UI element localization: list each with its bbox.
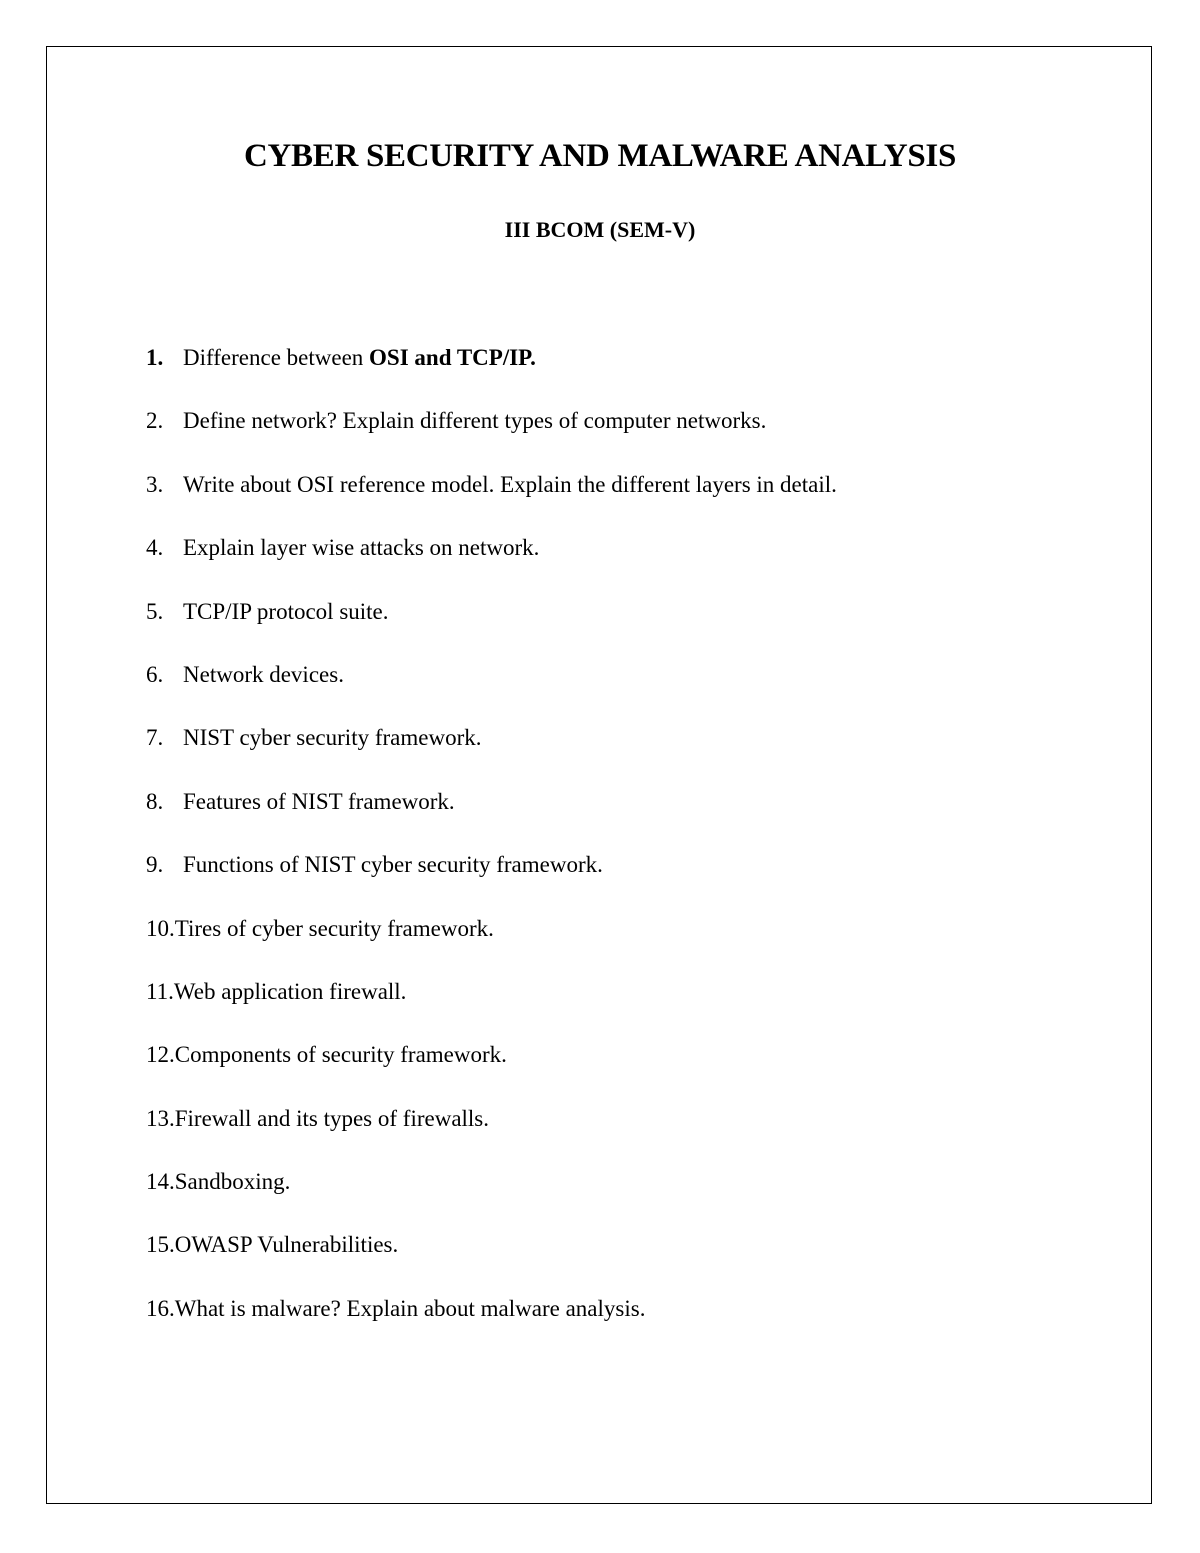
question-item [146, 911, 837, 974]
question-number: 16. [146, 1295, 175, 1321]
question-number: 2. [146, 408, 164, 434]
question-list [146, 340, 837, 1354]
question-text: Tires of cyber security framework. [174, 915, 494, 941]
question-number: 7. [146, 725, 164, 751]
question-text: Network devices. [183, 661, 344, 687]
question-text: Web application firewall. [173, 978, 407, 1004]
question-number: 1. [146, 345, 164, 370]
question-number: 10. [146, 915, 175, 941]
question-text: Features of NIST framework. [183, 788, 455, 814]
question-text: Explain layer wise attacks on network. [183, 535, 540, 561]
question-text: Define network? Explain different types of computer networks. [183, 408, 767, 434]
question-text-bold: OSI and TCP/IP. [369, 345, 536, 370]
question-item [146, 1291, 837, 1354]
question-number: 3. [146, 471, 164, 497]
question-item [146, 340, 837, 403]
question-item [146, 720, 837, 783]
question-item [146, 974, 837, 1037]
question-text: What is malware? Explain about malware analysis. [174, 1295, 646, 1321]
question-number: 15. [146, 1232, 175, 1258]
question-text: Difference between [183, 345, 370, 370]
question-item [146, 403, 837, 466]
document-title: CYBER SECURITY AND MALWARE ANALYSIS [243, 138, 957, 174]
question-item [146, 784, 837, 847]
question-text: TCP/IP protocol suite. [183, 598, 389, 624]
question-number: 12. [146, 1042, 175, 1068]
question-item [146, 657, 837, 720]
question-text: Sandboxing. [174, 1169, 291, 1195]
question-number: 14. [146, 1169, 175, 1195]
question-text: Write about OSI reference model. Explain the different layers in detail. [183, 471, 837, 497]
question-number: 4. [146, 535, 164, 561]
question-text: Functions of NIST cyber security framework. [183, 852, 603, 878]
question-item [146, 467, 837, 530]
question-item [146, 847, 837, 910]
question-item [146, 1037, 837, 1100]
question-number: 5. [146, 598, 164, 624]
question-item [146, 1164, 837, 1227]
question-number: 9. [146, 852, 164, 878]
question-text: OWASP Vulnerabilities. [174, 1232, 399, 1258]
question-text: Components of security framework. [174, 1042, 507, 1068]
question-item [146, 594, 837, 657]
document-subtitle: III BCOM (SEM-V) [504, 217, 696, 242]
question-item [146, 1227, 837, 1290]
question-number: 6. [146, 661, 164, 687]
question-number: 13. [146, 1105, 175, 1131]
question-text: NIST cyber security framework. [183, 725, 482, 751]
question-item [146, 530, 837, 593]
question-number: 11. [146, 978, 174, 1004]
question-number: 8. [146, 788, 164, 814]
question-text: Firewall and its types of firewalls. [174, 1105, 490, 1131]
question-item [146, 1101, 837, 1164]
